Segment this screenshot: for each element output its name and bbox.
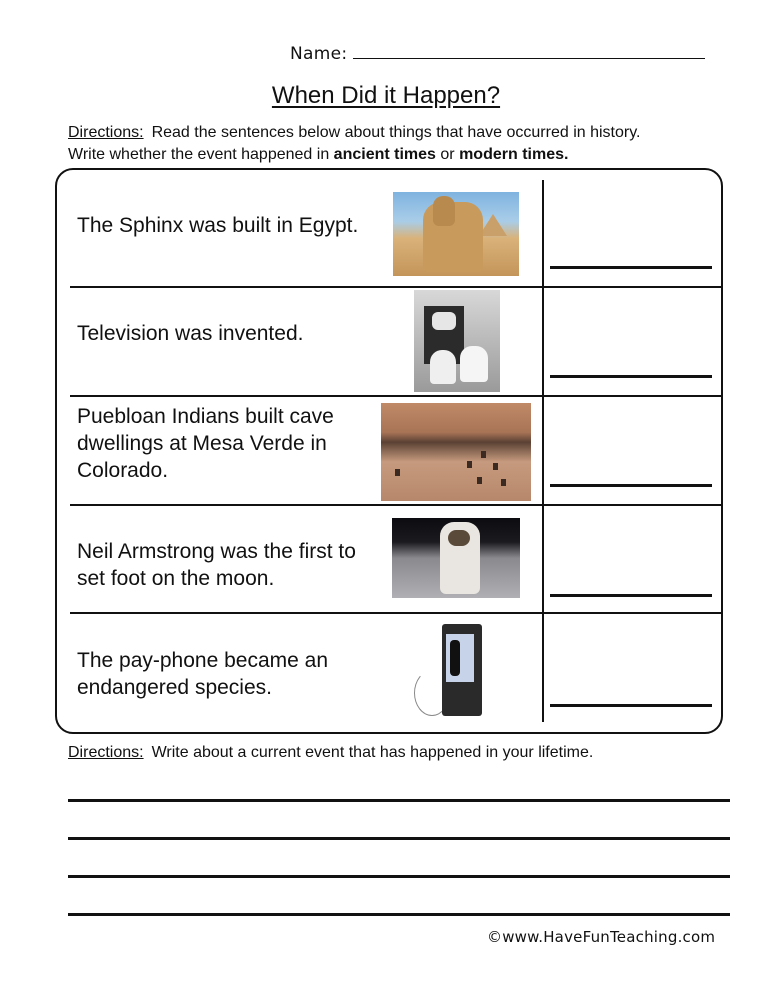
ancient-times-label: ancient times	[333, 146, 436, 163]
answer-line-5[interactable]	[550, 704, 712, 707]
astronaut-image	[392, 518, 520, 598]
directions-label: Directions:	[68, 124, 144, 141]
or-label: or	[440, 146, 455, 163]
payphone-image	[412, 620, 486, 720]
column-divider	[542, 180, 544, 722]
mesa-verde-image	[381, 403, 531, 501]
directions	[68, 122, 748, 166]
row-divider	[70, 395, 722, 397]
answer-line-3[interactable]	[550, 484, 712, 487]
sphinx-image	[393, 192, 519, 276]
writing-line-3[interactable]	[68, 875, 730, 878]
directions-line2-prefix: Write whether the event happened in	[68, 146, 330, 163]
name-blank-line[interactable]	[353, 44, 705, 59]
directions-2-text: Write about a current event that has happened in your lifetime.	[151, 744, 594, 761]
name-label: Name:	[290, 44, 348, 64]
directions-2	[68, 744, 593, 762]
modern-times-label: modern times.	[459, 146, 569, 163]
page-title: When Did it Happen?	[271, 82, 501, 109]
name-field	[290, 44, 705, 64]
television-image	[414, 290, 500, 392]
question-1-text: The Sphinx was built in Egypt.	[77, 214, 359, 237]
row-divider	[70, 504, 722, 506]
answer-line-4[interactable]	[550, 594, 712, 597]
answer-line-2[interactable]	[550, 375, 712, 378]
writing-line-1[interactable]	[68, 799, 730, 802]
copyright-text: ©www.HaveFunTeaching.com	[487, 928, 716, 946]
question-3-text: Puebloan Indians built cave dwellings at Mesa Verde in Colorado.	[77, 405, 334, 482]
answer-line-1[interactable]	[550, 266, 712, 269]
question-2-text: Television was invented.	[77, 322, 304, 345]
writing-line-4[interactable]	[68, 913, 730, 916]
directions-line1: Read the sentences below about things that have occurred in history.	[151, 124, 641, 141]
row-divider	[70, 612, 722, 614]
question-4-text: Neil Armstrong was the first to set foot on the moon.	[77, 540, 356, 590]
writing-line-2[interactable]	[68, 837, 730, 840]
row-divider	[70, 286, 722, 288]
directions-2-label: Directions:	[68, 744, 144, 761]
question-5-text: The pay-phone became an endangered species.	[77, 649, 329, 699]
